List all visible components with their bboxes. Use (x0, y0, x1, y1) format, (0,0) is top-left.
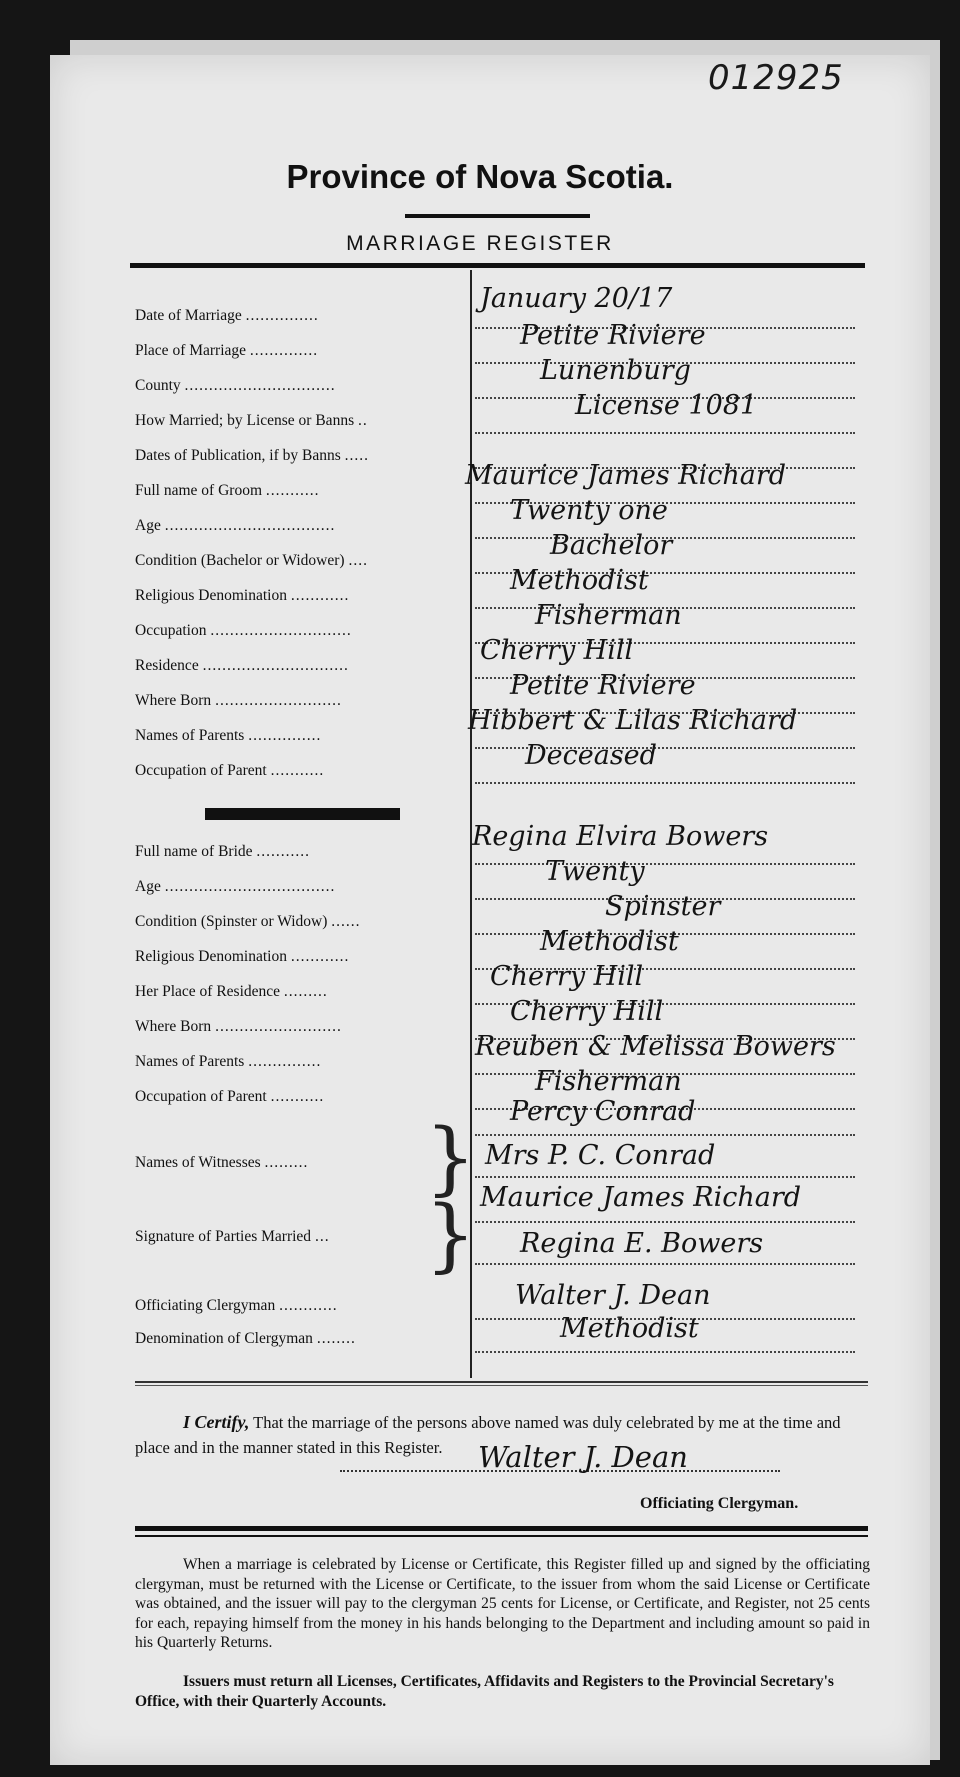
field-label-text: Names of Parents (135, 727, 245, 744)
field-label-text: Religious Denomination (135, 948, 287, 965)
field-label-text: Occupation of Parent (135, 762, 267, 779)
field-label-text: Condition (Bachelor or Widower) (135, 552, 345, 569)
redaction-bar (205, 808, 400, 820)
field-label-dots: ..... (344, 447, 370, 464)
clergy-signature-label: Officiating Clergyman. (640, 1495, 799, 1512)
field-label (135, 1088, 450, 1106)
field-label-dots: ............... (248, 1053, 322, 1070)
field-value: Regina Elvira Bowers (472, 821, 769, 852)
field-label-dots: .............. (249, 342, 319, 359)
field-label-text: Her Place of Residence (135, 983, 281, 1000)
field-label (135, 377, 450, 395)
field-label-text: Residence (135, 657, 199, 674)
field-label-dots: ......... (283, 983, 328, 1000)
field-label-dots: .............................. (202, 657, 349, 674)
field-label (135, 552, 450, 570)
field-value: Maurice James Richard (465, 460, 787, 491)
field-value: Bachelor (550, 530, 673, 561)
clergy-signature: Walter J. Dean (478, 1440, 688, 1474)
notice-rule-2 (135, 1535, 868, 1537)
field-label-dots: ............ (290, 587, 350, 604)
field-label-dots: .. (357, 412, 368, 429)
page-title: Province of Nova Scotia. (286, 158, 674, 195)
signature-groom: Maurice James Richard (480, 1182, 802, 1213)
officiating-clergyman-value: Walter J. Dean (515, 1280, 711, 1311)
signature-bride: Regina E. Bowers (520, 1228, 764, 1259)
field-value: License 1081 (575, 390, 758, 421)
witness-1: Percy Conrad (510, 1096, 696, 1127)
field-label (135, 307, 450, 325)
signatures-label: Signature of Parties Married ... (135, 1228, 330, 1245)
field-label (135, 727, 450, 745)
field-label (135, 1018, 450, 1036)
field-value: Cherry Hill (480, 635, 634, 666)
signature-line-2 (475, 1262, 855, 1265)
field-label-text: Age (135, 878, 161, 895)
field-value: Twenty one (510, 495, 668, 526)
section-rule (135, 1381, 868, 1383)
field-label-dots: .... (348, 552, 368, 569)
field-label (135, 692, 450, 710)
signature-line-1 (475, 1220, 855, 1223)
field-label (135, 948, 450, 966)
field-label (135, 587, 450, 605)
field-label-text: Occupation (135, 622, 207, 639)
return-instructions: When a marriage is celebrated by License or Certificate, this Register filled up and signed by the officiating clergyman, must be returned with the License or Certificate, to the issuer from whom the said License or Certificate was obtained, and the issuer will pay to the clergyman 25 cents for License, or Certificate, and Register, not 25 cents for each, repaying himself from the money in his hands belonging to the Department and including amount so paid in his Quarterly Returns. (135, 1556, 870, 1651)
certify-heading: I Certify, (183, 1412, 250, 1432)
field-value: Cherry Hill (490, 961, 644, 992)
field-value: Fisherman (535, 600, 682, 631)
witnesses-label: Names of Witnesses ......... (135, 1154, 309, 1171)
field-label-dots: ...... (331, 913, 361, 930)
notice-rule (135, 1526, 868, 1531)
field-label-text: County (135, 377, 181, 394)
field-value: Petite Riviere (520, 320, 706, 351)
field-label-text: Where Born (135, 692, 212, 709)
field-label (135, 843, 450, 861)
field-label-text: Occupation of Parent (135, 1088, 267, 1105)
officiating-clergyman-label: Officiating Clergyman ............ (135, 1297, 338, 1314)
field-label-text: Place of Marriage (135, 342, 247, 359)
witness-line-1 (475, 1133, 855, 1136)
field-label (135, 913, 450, 931)
witness-2: Mrs P. C. Conrad (485, 1140, 716, 1171)
field-label-dots: ................................... (164, 878, 336, 895)
field-label-text: Full name of Bride (135, 843, 253, 860)
clergy-denomination-line (475, 1350, 855, 1353)
field-label (135, 657, 450, 675)
field-label-text: How Married; by License or Banns (135, 412, 355, 429)
field-label-text: Condition (Spinster or Widow) (135, 913, 328, 930)
field-value: January 20/17 (480, 283, 673, 314)
field-label-text: Date of Marriage (135, 307, 242, 324)
field-value: Petite Riviere (510, 670, 696, 701)
field-label-dots: .......................... (215, 1018, 342, 1035)
field-label-dots: ........... (270, 762, 325, 779)
field-value: Cherry Hill (510, 996, 664, 1027)
field-label-dots: ........... (270, 1088, 325, 1105)
field-value: Methodist (540, 926, 679, 957)
field-value: Fisherman (535, 1066, 682, 1097)
document-number: 012925 (708, 58, 844, 98)
signatures-brace: } (425, 1188, 476, 1281)
field-label-dots: ............... (245, 307, 319, 324)
field-entry-line (475, 781, 855, 784)
field-value: Lunenburg (540, 355, 691, 386)
field-label (135, 762, 450, 780)
field-label (135, 622, 450, 640)
field-value: Twenty (545, 856, 645, 887)
field-label-text: Dates of Publication, if by Banns (135, 447, 341, 464)
field-label-dots: ............................... (184, 377, 336, 394)
certify-body: That the marriage of the persons above named was duly celebrated by me at the time and place and in the manner stated in this Register. (135, 1413, 841, 1457)
field-label (135, 482, 450, 500)
issuer-instructions: Issuers must return all Licenses, Certificates, Affidavits and Registers to the Provincial Secretary's Office, with their Quarterly Accounts. (135, 1673, 834, 1710)
field-label (135, 342, 450, 360)
field-label-text: Full name of Groom (135, 482, 262, 499)
field-value: Methodist (510, 565, 649, 596)
clergy-denomination-label: Denomination of Clergyman ........ (135, 1330, 356, 1347)
field-label-text: Age (135, 517, 161, 534)
field-value: Spinster (605, 891, 721, 922)
field-label-text: Where Born (135, 1018, 212, 1035)
title-divider (405, 214, 590, 218)
witness-line-2 (475, 1175, 855, 1178)
field-label-dots: ........... (265, 482, 320, 499)
field-label-text: Religious Denomination (135, 587, 287, 604)
field-label-dots: ............... (248, 727, 322, 744)
field-label-text: Names of Parents (135, 1053, 245, 1070)
header-rule (130, 263, 865, 268)
field-label (135, 1053, 450, 1071)
field-value: Reuben & Melissa Bowers (475, 1031, 836, 1062)
page-subtitle: MARRIAGE REGISTER (346, 232, 614, 255)
clergy-denomination-value: Methodist (560, 1313, 699, 1344)
field-label (135, 878, 450, 896)
field-value: Deceased (525, 740, 657, 771)
field-label-dots: ............................. (210, 622, 352, 639)
field-label-dots: ............ (290, 948, 350, 965)
field-label-dots: ................................... (164, 517, 336, 534)
field-label (135, 447, 450, 465)
field-label (135, 412, 450, 430)
field-entry-line (475, 862, 855, 865)
field-label (135, 983, 450, 1001)
field-entry-line (475, 431, 855, 434)
field-label-dots: ........... (256, 843, 311, 860)
field-label (135, 517, 450, 535)
section-rule-2 (135, 1385, 868, 1386)
witnesses-brace: } (425, 1111, 476, 1204)
field-label-dots: .......................... (215, 692, 342, 709)
field-value: Hibbert & Lilas Richard (468, 705, 798, 736)
